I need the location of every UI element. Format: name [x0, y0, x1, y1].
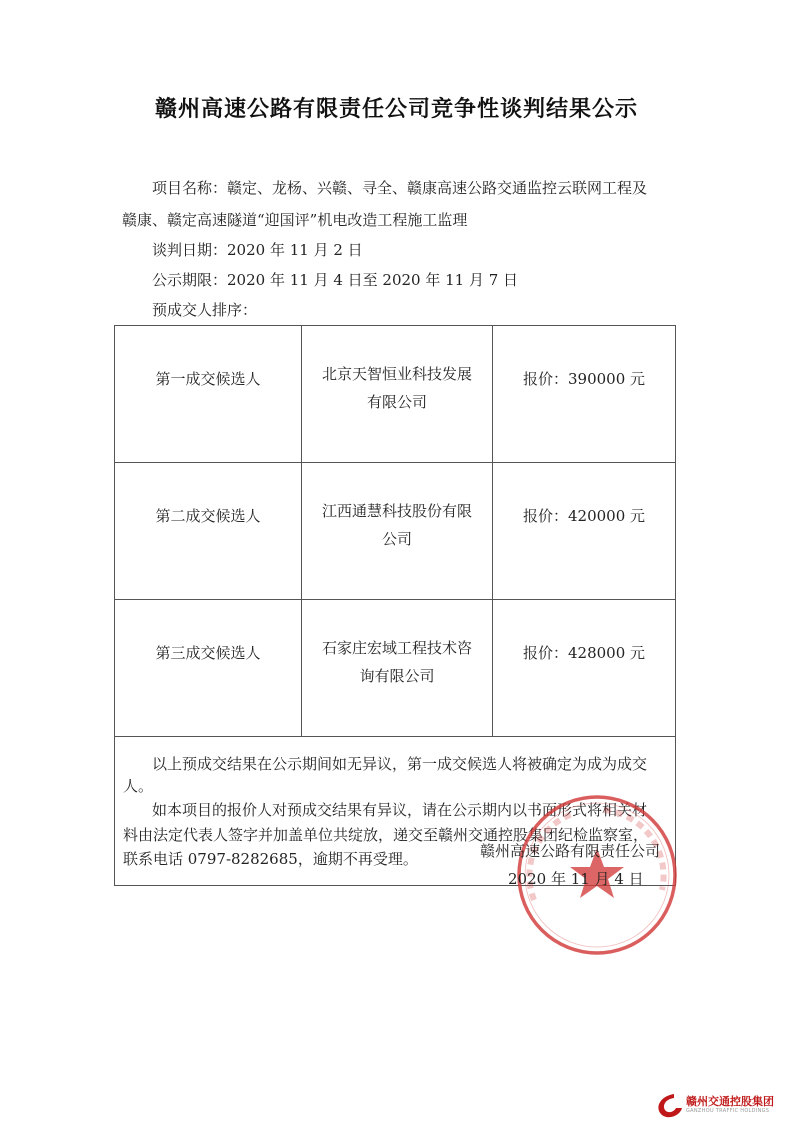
footer-brand-english: GANZHOU TRAFFIC HOLDINGS [686, 1108, 770, 1114]
signature-company: 赣州高速公路有限责任公司 [480, 842, 661, 860]
candidate-company [302, 326, 493, 463]
company-line: 有限公司 [366, 393, 427, 411]
note-line: 以上预成交结果在公示期间如无异议，第一成交候选人将被确定为成为成交 [152, 755, 648, 773]
note-line: 联系电话 0797-8282685，逾期不再受理。 [123, 850, 418, 868]
candidate-price: 报价：428000 元 [493, 600, 676, 737]
candidate-rank: 第三成交候选人 [115, 600, 302, 737]
negotiation-date: 谈判日期：2020 年 11 月 2 日 [152, 241, 363, 259]
note-line: 料由法定代表人签字并加盖单位共绽放，递交至赣州交通控股集团纪检监察室， [123, 826, 649, 844]
project-name-line1: 项目名称：赣定、龙杨、兴赣、寻全、赣康高速公路交通监控云联网工程及 [152, 179, 648, 197]
note-line: 如本项目的报价人对预成交结果有异议，请在公示期内以书面形式将相关材 [152, 801, 648, 819]
candidate-price: 报价：390000 元 [493, 326, 676, 463]
company-line: 江西通慧科技股份有限 [321, 502, 472, 520]
publicity-period: 公示期限：2020 年 11 月 4 日至 2020 年 11 月 7 日 [152, 271, 519, 289]
table-row [115, 600, 676, 737]
footer-brand-name: 赣州交通控股集团 [686, 1095, 774, 1108]
company-line: 北京天智恒业科技发展 [321, 365, 472, 383]
project-name-line2: 赣康、赣定高速隧道“迎国评”机电改造工程施工监理 [122, 211, 468, 229]
company-line: 公司 [381, 530, 412, 548]
candidate-company [302, 463, 493, 600]
ranking-heading: 预成交人排序： [152, 301, 258, 319]
table-row [115, 463, 676, 600]
candidate-rank: 第二成交候选人 [115, 463, 302, 600]
company-line: 询有限公司 [359, 667, 435, 685]
company-line: 石家庄宏域工程技术咨 [321, 639, 472, 657]
note-line: 人。 [123, 777, 154, 795]
candidate-rank: 第一成交候选人 [115, 326, 302, 463]
candidate-company [302, 600, 493, 737]
candidate-price: 报价：420000 元 [493, 463, 676, 600]
document-title: 赣州高速公路有限责任公司竞争性谈判结果公示 [154, 96, 638, 122]
signature-date: 2020 年 11 月 4 日 [508, 870, 644, 888]
table-row [115, 326, 676, 463]
